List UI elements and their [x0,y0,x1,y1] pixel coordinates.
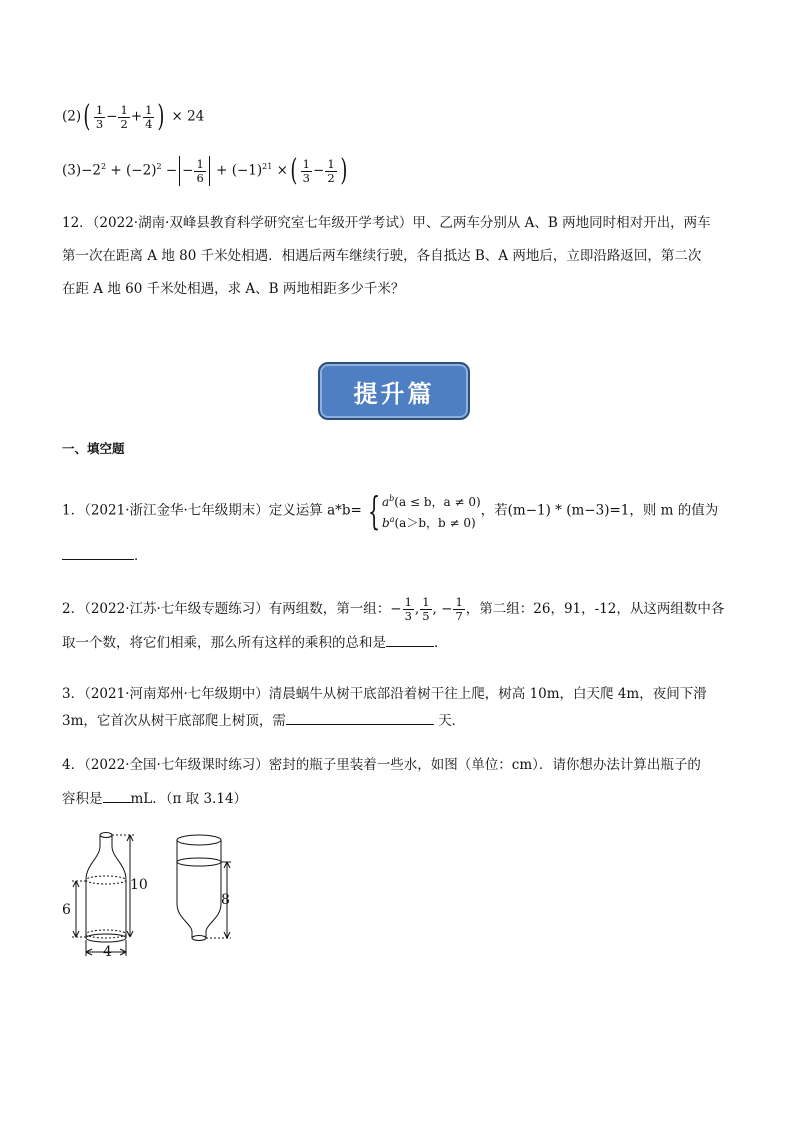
problem-2-expression: (2)( $\frac{1}{3}$ − $\frac{1}{2}$ + $\frac{1}{4}$ ) × 24 [62,99,205,134]
problem-2-label: (2) [62,108,82,125]
case-2-cond: (a＞b，b ≠ 0) [394,516,476,530]
answer-blank[interactable] [386,632,434,647]
fraction [94,104,105,131]
fill-1-line-2 [62,545,148,567]
banner-title: 提升篇 [353,379,435,408]
fraction [143,104,154,131]
abs-bar [179,156,180,186]
q12-line-2: 第一次在距离 A 地 80 千米处相遇．相遇后两车继续行驶，各自抵达 B、A 两地后，立即沿路返回，第二次 [62,248,702,264]
q12-line-1: 12．（2022·湖南·双峰县教育科学研究室七年级开学考试）甲、乙两车分别从 A、B 两地同时相对开出，两车 [62,215,711,231]
dim-label-4: 4 [103,944,112,960]
term: + (−1) [216,162,263,179]
denominator: 7 [455,609,463,623]
fraction [325,158,336,185]
left-paren: ( [290,153,298,188]
abs-bar [209,156,210,186]
fill-4-line-2-b: mL．（π 取 3.14） [130,791,248,807]
upright-bottle [72,833,134,957]
denominator: 3 [95,116,104,131]
fraction [453,596,464,623]
fill-2-end: ． [434,635,448,651]
brace: { [367,489,380,533]
numerator: 1 [120,102,128,117]
operator: − [165,162,178,179]
operator: × [276,162,288,179]
fill-4-line-2 [62,788,247,810]
fill-4-line-1: 4．（2022·全国·七年级课时练习）密封的瓶子里装着一些水，如图（单位：cm）．请你想办法计算出瓶子的 [62,757,701,773]
numerator: 1 [196,156,204,171]
numerator: 1 [302,156,310,171]
fill-2-mid: , − [432,601,453,617]
fraction [118,104,129,131]
problem-3-expression: $(3)-2^2 + (-2)^2$ − − $\frac{1}{6}$ + $(-1)^{21}$ ×( $\frac{1}{3}$ − $\frac{1}{2}$ ) [62,153,348,188]
fill-3-line-2 [62,710,465,732]
inverted-bottle [177,835,231,941]
left-paren: ( [83,99,91,134]
numerator: 1 [455,595,463,609]
fill-1-end: ． [134,548,148,564]
answer-blank[interactable] [103,788,131,803]
answer-blank[interactable] [286,710,434,725]
right-paren: ) [157,99,165,134]
fill-2-line-2 [62,632,448,654]
problem-2-tail: × 24 [171,108,205,125]
dim-label-6: 6 [62,902,71,918]
exponent: 2 [101,162,107,171]
dim-label-10: 10 [130,877,148,893]
fraction [194,158,205,185]
numerator: 1 [422,595,430,609]
fraction [301,158,312,185]
denominator: 5 [422,609,430,623]
fill-3-end: 天． [438,713,466,729]
denominator: 2 [120,116,128,131]
exponent: 2 [156,162,162,171]
case-2-base: b [382,516,390,530]
case-1-cond: (a ≤ b，a ≠ 0) [394,495,481,509]
fill-3-line-2-text: 3m，它首次从树干底部爬上树顶，需 [62,713,286,729]
case-2 [382,511,481,532]
right-paren: ) [339,153,348,188]
fill-1-suffix: ，若(m−1) * (m−3)=1，则 m 的值为 [480,502,719,519]
numerator: 1 [404,595,412,609]
section-heading: 一、填空题 [62,441,125,456]
piecewise-cases [382,490,481,532]
dim-label-8: 8 [221,892,230,908]
fraction [403,596,414,623]
case-2-exp: a [389,515,395,524]
case-1-exp: b [389,494,395,503]
numerator: 1 [145,102,153,117]
problem-3-label: (3) [62,162,82,179]
numerator: 1 [327,156,335,171]
denominator: 3 [404,609,412,623]
section-banner [318,362,470,420]
exponent: 21 [262,162,273,171]
fill-2-prefix: 2．（2022·江苏·七年级专题练习）有两组数，第一组：− [62,601,402,617]
numerator: 1 [95,102,104,117]
fill-4-line-2-a: 容积是 [62,791,103,807]
case-1 [382,490,481,511]
term: −2 [81,162,102,179]
fill-2-line-2-text: 取一个数，将它们相乘，那么所有这样的乘积的总和是 [62,635,386,651]
denominator: 3 [302,170,310,185]
fill-2-suffix: ，第二组：26，91，-12，从这两组数中各 [465,601,725,617]
term: + (−2) [110,162,157,179]
fill-2-line-1: 2．（2022·江苏·七年级专题练习）有两组数，第一组：− $\frac{1}{3}$ , $\frac{1}{5}$ , − $\frac{1}{7}$ ，第二组：26，91，-12，从这两组数中各 [62,595,725,623]
denominator: 6 [196,170,204,185]
denominator: 2 [327,170,335,185]
fill-1-line-1 [62,490,718,532]
answer-blank[interactable] [62,545,134,560]
fill-3-line-1: 3．（2021·河南郑州·七年级期中）清晨蜗牛从树干底部沿着树干往上爬，树高 10m，白天爬 4m，夜间下滑 [62,686,707,702]
fill-1-prefix: 1．（2021·浙江金华·七年级期末）定义运算 a*b= [62,502,362,519]
fraction [420,596,431,623]
q12-line-3: 在距 A 地 60 千米处相遇，求 A、B 两地相距多少千米？ [62,281,405,297]
case-1-base: a [382,495,390,509]
denominator: 4 [145,116,153,131]
